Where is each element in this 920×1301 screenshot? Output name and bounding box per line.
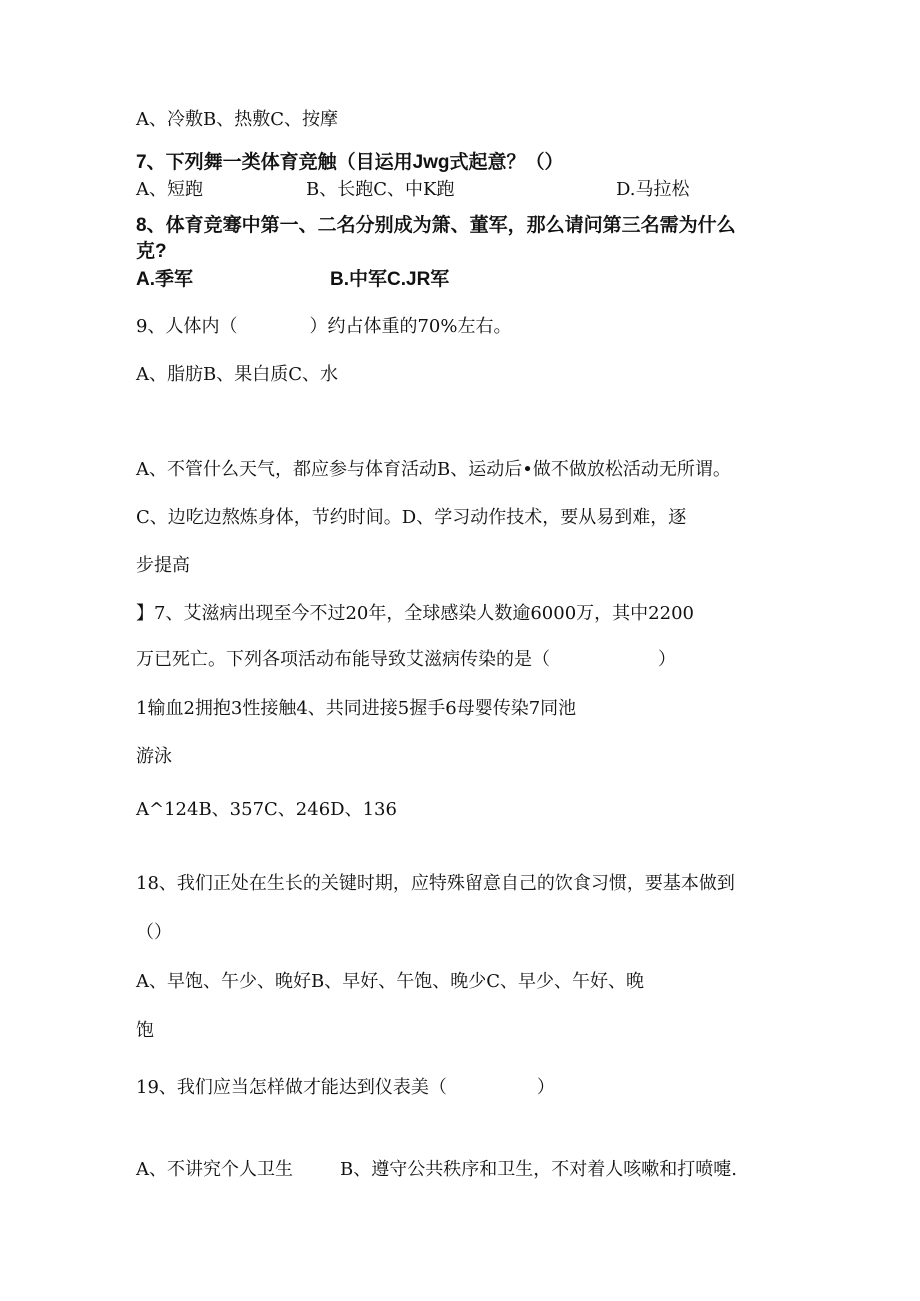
q18-question: 18、我们正处在生长的关键时期，应特殊留意自己的饮食习惯，要基本做到 [136, 873, 735, 894]
q7-option-a: A、短跑 [136, 179, 203, 200]
q8-option-a: A.季军 [136, 269, 194, 290]
q19-option-b: B、遵守公共秩序和卫生，不对着人咳嗽和打喷嚏. [340, 1159, 737, 1180]
q7-option-bc: B、长跑C、中K跑 [306, 179, 455, 200]
q9-options: A、脂肪B、果白质C、水 [136, 364, 338, 385]
q8-question: 8、体育竞骞中第一、二名分别成为箫、董军，那么请问第三名需为什么 [136, 215, 736, 236]
q7-options [136, 178, 836, 202]
q18-question-cont: （） [136, 922, 172, 943]
q7-option-d: D.马拉松 [616, 179, 690, 200]
q8-option-bc: B.中军C.JR军 [330, 269, 450, 290]
q16-option-d-cont: 步提高 [136, 555, 190, 576]
q17-items: 1输血2拥抱3性接触4、共同进接5握手6母婴传染7同池 [136, 698, 577, 719]
q8-question-cont: 克? [136, 241, 167, 262]
q7-question: 7、下列舞一类体育竞触（目运用Jwg式起意？（） [136, 152, 564, 173]
q18-options-cont: 饱 [136, 1020, 154, 1041]
q6-options: A、冷敷B、热敷C、按摩 [136, 109, 338, 130]
q19-question: 19、我们应当怎样做才能达到仪表美（ ） [136, 1077, 555, 1098]
q17-options: A^124B、357C、246D、136 [136, 799, 397, 820]
q8-options [136, 268, 836, 292]
q18-options: A、早饱、午少、晚好B、早好、午饱、晚少C、早少、午好、晚 [136, 971, 644, 992]
q9-question: 9、人体内（ ）约占体重的70%左右。 [136, 316, 512, 337]
q17-items-cont: 游泳 [136, 746, 172, 767]
q17-question: 】7、艾滋病出现至今不过20年，全球感染人数逾6000万，其中2200 [136, 603, 694, 624]
q19-options [136, 1158, 836, 1182]
q19-option-a: A、不讲究个人卫生 [136, 1159, 293, 1180]
q16-option-cd: C、边吃边熬炼身体，节约时间。D、学习动作技术，要从易到难，逐 [136, 507, 687, 528]
q17-question-cont: 万已死亡。下列各项活动布能导致艾滋病传染的是（ ） [136, 649, 676, 670]
q16-option-ab: A、不管什么天气，都应参与体育活动B、运动后•做不做放松活动无所谓。 [136, 459, 731, 480]
